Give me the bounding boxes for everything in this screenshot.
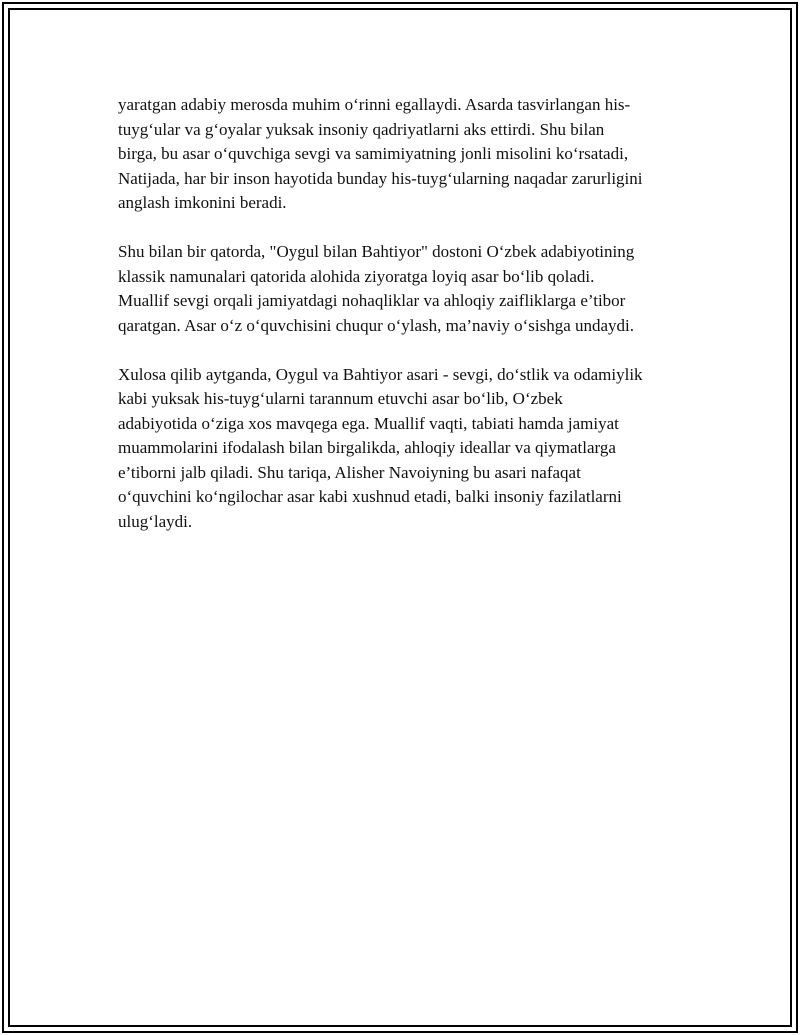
paragraph-line: o‘quvchini ko‘ngilochar asar kabi xushnud etadi, balki insoniy fazilatlarni — [118, 487, 622, 506]
paragraph-line: ulug‘laydi. — [118, 511, 193, 531]
paragraph-line: muammolarini ifodalash bilan birgalikda, ahloqiy ideallar va qiymatlarga — [118, 438, 616, 457]
paragraph-line: yaratgan adabiy merosda muhim o‘rinni egallaydi. Asarda tasvirlangan his- — [118, 95, 631, 114]
paragraph-1 — [118, 93, 688, 216]
paragraph-line: tuyg‘ular va g‘oyalar yuksak insoniy qadriyatlarni aks ettirdi. Shu bilan — [118, 119, 605, 139]
paragraph-line: klassik namunalari qatorida alohida ziyoratga loyiq asar bo‘lib qoladi. — [118, 266, 595, 286]
paragraph-line: e’tiborni jalb qiladi. Shu tariqa, Alisher Navoiyning bu asari nafaqat — [118, 462, 581, 482]
paragraph-2 — [118, 240, 688, 338]
document-body — [118, 93, 688, 559]
paragraph-line: anglash imkonini beradi. — [118, 193, 287, 212]
paragraph-line: qaratgan. Asar o‘z o‘quvchisini chuqur o‘ylash, ma’naviy o‘sishga undaydi. — [118, 315, 635, 335]
paragraph-line: Muallif sevgi orqali jamiyatdagi nohaqliklar va ahloqiy zaifliklarga e’tibor — [118, 291, 626, 310]
paragraph-line: Shu bilan bir qatorda, "Oygul bilan Bahtiyor" dostoni O‘zbek adabiyotining — [118, 242, 635, 261]
paragraph-line: kabi yuksak his-tuyg‘ularni tarannum etuvchi asar bo‘lib, O‘zbek — [118, 389, 563, 408]
paragraph-line: adabiyotida o‘ziga xos mavqega ega. Muallif vaqti, tabiati hamda jamiyat — [118, 413, 619, 433]
paragraph-3 — [118, 363, 688, 535]
paragraph-line: Natijada, har bir inson hayotida bunday his-tuyg‘ularning naqadar zarurligini — [118, 168, 643, 188]
paragraph-line: Xulosa qilib aytganda, Oygul va Bahtiyor asari - sevgi, do‘stlik va odamiylik — [118, 364, 643, 384]
paragraph-line: birga, bu asar o‘quvchiga sevgi va samimiyatning jonli misolini ko‘rsatadi, — [118, 144, 629, 163]
